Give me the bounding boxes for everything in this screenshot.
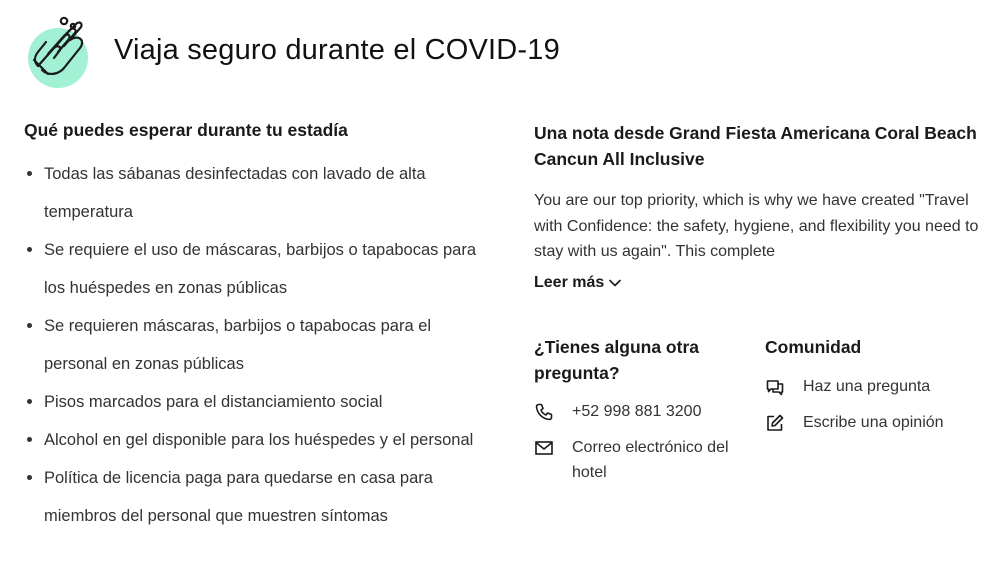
phone-link[interactable] [534,399,759,425]
community-section [765,334,995,435]
contact-title: ¿Tienes alguna otra pregunta? [534,337,699,383]
ask-question-link[interactable] [765,374,995,400]
list-item: Política de licencia paga para quedarse en casa para miembros del personal que muestren síntomas [24,459,494,535]
measures-list [24,155,494,535]
section-title: Qué puedes esperar durante tu estadía [24,120,348,140]
write-review-label: Escribe una opinión [803,413,944,431]
email-link[interactable] [534,435,759,486]
chat-bubbles-icon [765,377,785,397]
phone-icon [534,402,554,422]
phone-number: +52 998 881 3200 [572,403,702,420]
list-item: Alcohol en gel disponible para los huéspedes y el personal [24,421,494,459]
list-item: Pisos marcados para el distanciamiento social [24,383,494,421]
note-body: You are our top priority, which is why we have created "Travel with Confidence: the safety, hygiene, and flexibility you need to stay with us again". This complete [534,192,979,260]
contact-section [534,334,759,486]
note-title: Una nota desde Grand Fiesta Americana Coral Beach Cancun All Inclusive [534,123,977,169]
list-item: Se requieren máscaras, barbijos o tapabocas para el personal en zonas públicas [24,307,494,383]
chevron-down-icon [609,279,621,287]
ask-question-label: Haz una pregunta [803,378,931,395]
email-label: Correo electrónico del hotel [572,438,729,481]
read-more-label: Leer más [534,274,605,291]
envelope-icon [534,438,554,458]
write-review-link[interactable] [765,410,995,436]
edit-pencil-icon [765,413,785,433]
list-item: Se requiere el uso de máscaras, barbijos o tapabocas para los huéspedes en zonas públicas [24,231,494,307]
page-header [24,12,560,88]
page-title: Viaja seguro durante el COVID-19 [114,33,560,66]
hotel-note-section [534,120,989,292]
community-title: Comunidad [765,337,862,357]
read-more-button[interactable] [534,274,621,292]
hands-washing-icon [24,12,96,88]
safety-measures-section [24,120,494,535]
list-item: Todas las sábanas desinfectadas con lavado de alta temperatura [24,155,494,231]
